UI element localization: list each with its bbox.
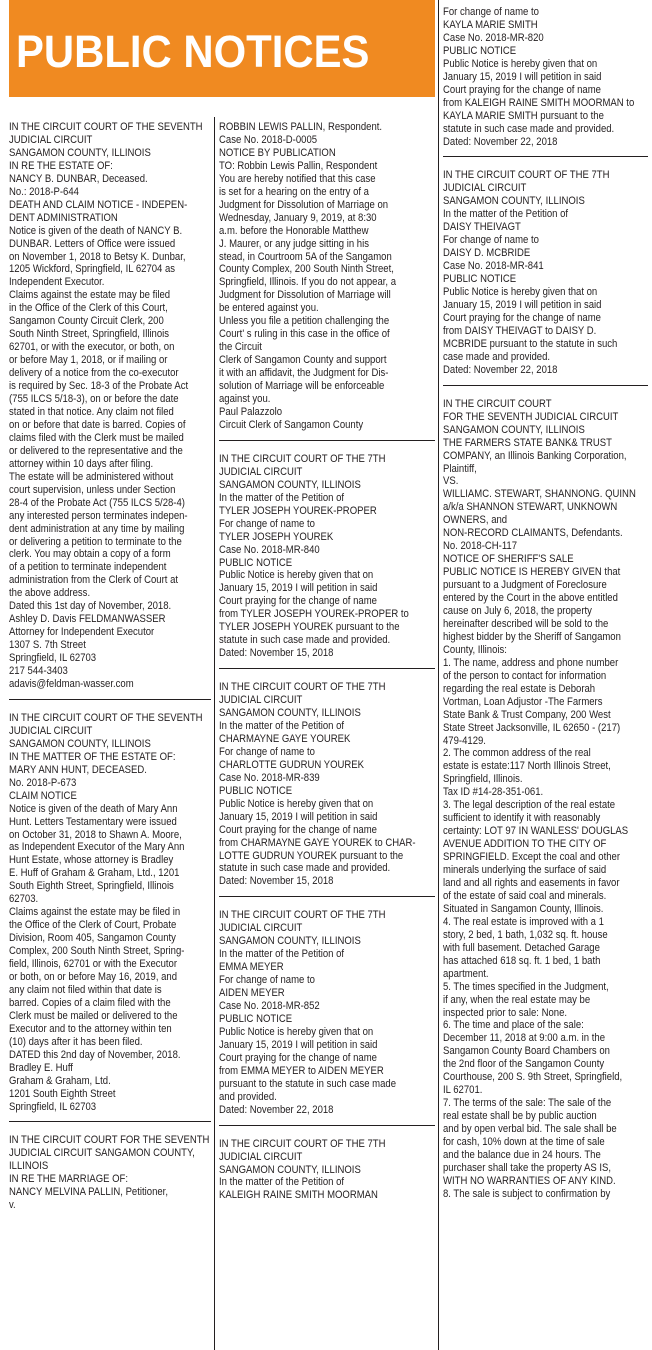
notice-line: Plaintiff, [443, 462, 477, 475]
notice-line: For change of name to [219, 974, 315, 987]
notice-line: regarding the real estate is Deborah [443, 682, 596, 695]
notice-line: of a petition to terminate independent [9, 561, 167, 574]
notice-line: Springfield, Illinois. If you do not appear, a [219, 276, 397, 289]
notice-line: NANCY B. DUNBAR, Deceased. [9, 172, 148, 185]
notice-line: Court praying for the change of name [219, 595, 377, 608]
notice-line: PUBLIC NOTICE [443, 44, 517, 57]
notice-line: for cash, 10% down at the time of sale [443, 1136, 605, 1149]
notice-line: PUBLIC NOTICE [443, 273, 517, 286]
notice-line: JUDICIAL CIRCUIT SANGAMON COUNTY, [9, 1147, 195, 1160]
notice-line: In the matter of the Petition of [443, 208, 569, 221]
notice [219, 121, 435, 432]
notice-line: Clerk must be mailed or delivered to the [9, 1009, 178, 1022]
notice-line: No. 2018-P-673 [9, 776, 77, 789]
notice-line: barred. Copies of a claim filed with the [9, 996, 171, 1009]
notice-line: JUDICIAL CIRCUIT [219, 922, 303, 935]
notice-line: 3. The legal description of the real estate [443, 799, 616, 812]
notice-line: DEATH AND CLAIM NOTICE - INDEPEN- [9, 198, 188, 211]
notice-line: 1201 South Eighth Street [9, 1087, 116, 1100]
notice-line: KAYLA MARIE SMITH [443, 18, 538, 31]
notice-line: DATED this 2nd day of November, 2018. [9, 1048, 181, 1061]
notice-line: 2. The common address of the real [443, 747, 591, 760]
notice-line: The estate will be administered without [9, 470, 174, 483]
notice-line: inspected prior to sale: None. [443, 1006, 568, 1019]
notice-line: Judgment for Dissolution of Marriage will [219, 289, 391, 302]
notice-line: PUBLIC NOTICE [219, 556, 293, 569]
notice-line: Wednesday, January 9, 2019, at 8:30 [219, 211, 377, 224]
notice-line: In the matter of the Petition of [219, 719, 345, 732]
notice-line: Case No. 2018-MR-841 [443, 260, 544, 273]
notice-line: from CHARMAYNE GAYE YOUREK to CHAR- [219, 836, 416, 849]
notice-line: JUDICIAL CIRCUIT [219, 465, 303, 478]
notice-line: January 15, 2019 I will petition in said [219, 1038, 378, 1051]
notice-line: For change of name to [219, 745, 315, 758]
notice-line: PUBLIC NOTICE [219, 784, 293, 797]
notice-line: 28-4 of the Probate Act (755 ILCS 5/28-4) [9, 496, 185, 509]
notice-line: Executor and to the attorney within ten [9, 1022, 172, 1035]
notice-line: Dated: November 22, 2018 [219, 1103, 334, 1116]
notice-line: Tax ID #14-28-351-061. [443, 786, 544, 799]
notice-line: court supervision, unless under Section [9, 483, 176, 496]
notice-line: Springfield, IL 62703 [9, 1100, 97, 1113]
notice-line: Notice is given of the death of Mary Ann [9, 802, 178, 815]
header-banner [9, 0, 435, 97]
notice-line: DENT ADMINISTRATION [9, 211, 118, 224]
column-3 [443, 6, 648, 1201]
notice-line: on or before that date is barred. Copies of [9, 418, 186, 431]
notice-line: Court' s ruling in this case in the office of [219, 328, 390, 341]
notice-line: pursuant to the statute in such case made [219, 1077, 397, 1090]
notice-line: 8. The sale is subject to confirmation by [443, 1187, 611, 1200]
notice-line: or both, on or before May 16, 2019, and [9, 971, 178, 983]
notice-line: E. Huff of Graham & Graham, Ltd., 1201 [9, 867, 180, 880]
notice-line: the Circuit [219, 341, 262, 354]
notice-line: real estate shall be by public auction [443, 1110, 597, 1123]
notice-line: SANGAMON COUNTY, ILLINOIS [443, 195, 585, 208]
notice-line: the 2nd floor of the Sangamon County [443, 1058, 605, 1071]
notice-line: KAYLA MARIE SMITH pursuant to the [443, 109, 604, 122]
notice-line: LOTTE GUDRUN YOUREK pursuant to the [219, 849, 404, 862]
notice-separator [219, 440, 435, 441]
notice-line: the above address. [9, 587, 91, 600]
notice-line: PUBLIC NOTICE [219, 1013, 293, 1025]
notice-line: stated in that notice. Any claim not filed [9, 405, 174, 418]
notice-line: with full basement. Detached Garage [443, 941, 600, 954]
notice-line: PUBLIC NOTICE IS HEREBY GIVEN that [443, 566, 621, 579]
notice-line: any claim not filed within that date is [9, 983, 162, 996]
notice-line: Unless you file a petition challenging the [219, 315, 390, 328]
notice-line: IN RE THE MARRIAGE OF: [9, 1173, 129, 1186]
notice [9, 712, 211, 1114]
notice-line: Graham & Graham, Ltd. [9, 1074, 111, 1087]
notice-line: JUDICIAL CIRCUIT [9, 724, 93, 737]
notice-line: NON-RECORD CLAIMANTS, Defendants. [443, 527, 623, 540]
notice-line: solution of Marriage will be enforceable [219, 380, 385, 393]
notice-line: administration from the Clerk of Court at [9, 574, 179, 587]
notice-line: cause on July 6, 2018, the property [443, 604, 592, 617]
notice-line: Judgment for Dissolution of Marriage on [219, 198, 389, 211]
notice-line: is required by Sec. 18-3 of the Probate Act [9, 380, 189, 393]
notice-line: THE FARMERS STATE BANK& TRUST [443, 436, 613, 449]
notice-line: from KALEIGH RAINE SMITH MOORMAN to [443, 96, 635, 109]
notice-line: OWNERS, and [443, 514, 508, 527]
notice-line: South Eighth Street, Springfield, Illinois [9, 880, 174, 893]
notice-line: it with an affidavit, the Judgment for Dis- [219, 367, 389, 380]
notice-line: Sangamon County Board Chambers on [443, 1045, 610, 1058]
notice-line: NOTICE OF SHERIFF'S SALE [443, 553, 574, 566]
notice-line: ILLINOIS [9, 1160, 49, 1173]
notice-line: 4. The real estate is improved with a 1 [443, 915, 604, 928]
notice-line: December 11, 2018 at 9:00 a.m. in the [443, 1032, 606, 1045]
notice-line: COMPANY, an Illinois Banking Corporation, [443, 449, 627, 462]
notice-line: SPRINGFIELD. Except the coal and other [443, 851, 621, 864]
notice-line: IL 62701. [443, 1084, 483, 1097]
notice-line: IN THE CIRCUIT COURT OF THE SEVENTH [9, 711, 203, 724]
notice-line: J. Maurer, or any judge sitting in his [219, 237, 369, 250]
notice-line: JUDICIAL CIRCUIT [219, 694, 303, 707]
notice-line: SANGAMON COUNTY, ILLINOIS [219, 1163, 361, 1176]
column-2 [219, 121, 435, 1202]
notice-line: SANGAMON COUNTY, ILLINOIS [9, 737, 151, 750]
notice-line: Claims against the estate may be filed [9, 289, 171, 302]
notice-line: Public Notice is hereby given that on [219, 1025, 374, 1038]
notice-line: statute in such case made and provided. [443, 122, 615, 135]
notice-line: Dated: November 15, 2018 [219, 875, 334, 888]
notice-line: of the estate of said coal and minerals. [443, 889, 607, 902]
notice-line: SANGAMON COUNTY, ILLINOIS [443, 423, 585, 436]
notice-line: 62703. [9, 893, 39, 906]
notice-line: County, Illinois: [443, 643, 507, 656]
notice-line: In the matter of the Petition of [219, 1176, 345, 1189]
notice-line: IN THE CIRCUIT COURT OF THE 7TH [443, 169, 610, 182]
notice-line: Paul Palazzolo [219, 405, 283, 418]
notice [443, 398, 648, 1201]
notice [219, 453, 435, 660]
notice-line: State Street Jacksonville, IL 62650 - (217) [443, 721, 621, 734]
notice-line: stead, in Courtroom 5A of the Sangamon [219, 250, 392, 263]
notice-line: JUDICIAL CIRCUIT [443, 182, 527, 195]
notice-line: MCBRIDE pursuant to the statute in such [443, 337, 618, 350]
notice-line: Clerk of Sangamon County and support [219, 354, 387, 367]
notice-line: dent administration at any time by mailing [9, 522, 185, 535]
notice-line: SANGAMON COUNTY, ILLINOIS [219, 707, 361, 720]
notice-line: claims filed with the Clerk must be mailed [9, 431, 184, 444]
notice-line: You are hereby notified that this case [219, 172, 376, 185]
notice-line: IN THE CIRCUIT COURT OF THE 7TH [219, 681, 386, 694]
notice-line: Hunt. Letters Testamentary were issued [9, 815, 177, 828]
notice-line: January 15, 2019 I will petition in said [219, 810, 378, 823]
notice-line: story, 2 bed, 1 bath, 1,032 sq. ft. house [443, 928, 608, 941]
notice-line: Court praying for the change of name [443, 311, 601, 324]
notice-line: NANCY MELVINA PALLIN, Petitioner, [9, 1186, 168, 1199]
notice-line: pursuant to a Judgment of Foreclosure [443, 579, 607, 592]
notice-line: KALEIGH RAINE SMITH MOORMAN [219, 1189, 378, 1202]
notice-line: apartment. [443, 967, 489, 980]
notice-line: State Bank & Trust Company, 200 West [443, 708, 611, 721]
notice-line: For change of name to [443, 234, 539, 247]
notice-line: 1205 Wickford, Springfield, IL 62704 as [9, 263, 176, 276]
notice-line: In the matter of the Petition of [219, 491, 345, 504]
notice-line: County Complex, 200 South Ninth Street, [219, 263, 394, 276]
notice-line: of the person to contact for information [443, 669, 607, 682]
notice-line: Attorney for Independent Executor [9, 626, 155, 639]
notice-line: on November 1, 2018 to Betsy K. Dunbar, [9, 250, 186, 263]
notice-line: 479-4129. [443, 734, 486, 747]
notice-line: CHARMAYNE GAYE YOUREK [219, 732, 351, 745]
notice-line: Public Notice is hereby given that on [443, 57, 598, 70]
notice-line: IN THE CIRCUIT COURT OF THE SEVENTH [9, 121, 203, 133]
notice-line: Bradley E. Huff [9, 1061, 73, 1074]
column-divider [214, 117, 215, 1350]
notice-line: 1. The name, address and phone number [443, 656, 619, 669]
notice-line: Independent Executor. [9, 276, 105, 289]
notice-line: SANGAMON COUNTY, ILLINOIS [9, 146, 151, 159]
notice-line: estate is estate:117 North Illinois Street, [443, 760, 611, 773]
notice-line: TO: Robbin Lewis Pallin, Respondent [219, 159, 378, 172]
notice-line: statute in such case made and provided. [219, 634, 391, 647]
notice-line: or delivering a petition to terminate to the [9, 535, 182, 548]
notice-line: Hunt Estate, whose attorney is Bradley [9, 854, 174, 867]
notice-line: No.: 2018-P-644 [9, 185, 79, 198]
notice-line: and provided. [219, 1090, 277, 1103]
notice-line: CHARLOTTE GUDRUN YOUREK [219, 758, 364, 771]
notice-line: Notice is given of the death of NANCY B. [9, 224, 183, 237]
notice-line: a.m. before the Honorable Matthew [219, 224, 369, 237]
column-divider [438, 0, 439, 1350]
notice-line: IN THE CIRCUIT COURT [443, 397, 552, 410]
notice-line: DAISY D. MCBRIDE [443, 247, 531, 260]
notice-line: Claims against the estate may be filed in [9, 906, 181, 919]
notice-line: 62701, or with the executor, or both, on [9, 341, 175, 354]
notice-line: VS. [443, 475, 459, 488]
notice-line: adavis@feldman-wasser.com [9, 677, 134, 690]
notice-line: Public Notice is hereby given that on [219, 569, 374, 582]
notice-line: Dated this 1st day of November, 2018. [9, 600, 172, 613]
notice-line: sufficient to identify it with reasonably [443, 812, 601, 825]
notice-line: case made and provided. [443, 350, 551, 363]
notice-line: MARY ANN HUNT, DECEASED. [9, 763, 147, 776]
notice [443, 169, 648, 376]
notice-line: the Office of the Clerk of Court, Probate [9, 919, 177, 932]
notice-separator [219, 896, 435, 897]
notice-line: be entered against you. [219, 302, 319, 315]
notice [219, 909, 435, 1116]
notice-line: 7. The terms of the sale: The sale of the [443, 1097, 612, 1110]
notice-line: hereinafter described will be sold to the [443, 617, 609, 630]
notice-line: from EMMA MEYER to AIDEN MEYER [219, 1064, 384, 1077]
notice-line: delivery of a notice from the co-executor [9, 367, 179, 380]
notice-line: field, Illinois, 62701 or with the Executor [9, 958, 178, 971]
notice-line: has attached 618 sq. ft. 1 bed, 1 bath [443, 954, 601, 967]
notice-line: Situated in Sangamon County, Illinois. [443, 902, 604, 915]
notice-line: as Independent Executor of the Mary Ann [9, 841, 185, 854]
notice-line: Court praying for the change of name [443, 83, 601, 96]
notice-line: Case No. 2018-MR-852 [219, 1000, 320, 1013]
notice-line: a/k/a SHANNON STEWART, UNKNOWN [443, 501, 618, 514]
notice-line: (755 ILCS 5/18-3), on or before the date [9, 393, 179, 406]
notice-separator [443, 385, 648, 386]
notice-line: IN THE CIRCUIT COURT OF THE 7TH [219, 1137, 386, 1150]
notice-line: TYLER JOSEPH YOUREK pursuant to the [219, 621, 400, 634]
notice-line: or delivered to the representative and the [9, 444, 183, 457]
page-title: PUBLIC NOTICES [16, 26, 370, 77]
notice-line: highest bidder by the Sheriff of Sangamon [443, 630, 621, 643]
notice-line: Sangamon County Circuit Clerk, 200 [9, 315, 164, 328]
notice-line: AVENUE ADDITION TO THE CITY OF [443, 838, 607, 851]
notice-line: and the balance due in 24 hours. The [443, 1149, 601, 1162]
notice-line: Ashley D. Davis FELDMANWASSER [9, 613, 166, 626]
notice-line: FOR THE SEVENTH JUDICIAL CIRCUIT [443, 410, 619, 423]
notice-separator [443, 156, 648, 157]
notice-line: or before May 1, 2018, or if mailing or [9, 354, 168, 367]
notice-line: on October 31, 2018 to Shawn A. Moore, [9, 828, 182, 841]
notice-line: certainty: LOT 97 IN WANLESS' DOUGLAS [443, 825, 629, 838]
notice-line: Case No. 2018-MR-840 [219, 543, 320, 556]
notice-line: from DAISY THEIVAGT to DAISY D. [443, 324, 597, 337]
notice-line: CLAIM NOTICE [9, 789, 77, 802]
notice-line: WILLIAMC. STEWART, SHANNONG. QUINN [443, 488, 636, 501]
notice-line: Dated: November 15, 2018 [219, 647, 334, 660]
notice-line: JUDICIAL CIRCUIT [219, 1150, 303, 1163]
notice-line: Springfield, IL 62703 [9, 652, 97, 665]
notice-line: Dated: November 22, 2018 [443, 135, 558, 148]
notice-line: EMMA MEYER [219, 961, 284, 974]
notice-line: NOTICE BY PUBLICATION [219, 146, 336, 159]
notice-line: SANGAMON COUNTY, ILLINOIS [219, 935, 361, 948]
notice-line: JUDICIAL CIRCUIT [9, 133, 93, 146]
notice-line: 6. The time and place of the sale: [443, 1019, 584, 1032]
column-1 [9, 121, 211, 1212]
notice-line: South Ninth Street, Springfield, Illinois [9, 328, 170, 341]
notice-line: Public Notice is hereby given that on [443, 286, 598, 299]
notice-line: Circuit Clerk of Sangamon County [219, 418, 364, 431]
notice-line: For change of name to [443, 6, 539, 18]
notice-line: entered by the Court in the above entitled [443, 592, 618, 605]
notice-line: against you. [219, 393, 271, 406]
notice-line: and by open verbal bid. The sale shall be [443, 1123, 617, 1136]
notice-separator [9, 1121, 211, 1122]
notice-line: Springfield, Illinois. [443, 773, 523, 786]
notice [443, 6, 648, 148]
notice-line: from TYLER JOSEPH YOUREK-PROPER to [219, 608, 409, 621]
notice-line: if any, when the real estate may be [443, 993, 591, 1006]
notice-line: January 15, 2019 I will petition in said [219, 582, 378, 595]
notice [9, 1134, 211, 1212]
notice-line: WITH NO WARRANTIES OF ANY KIND. [443, 1174, 616, 1187]
notice-line: 217 544-3403 [9, 665, 68, 678]
notice-line: January 15, 2019 I will petition in said [443, 299, 602, 312]
notice-line: statute in such case made and provided. [219, 862, 391, 875]
notice-line: 5. The times specified in the Judgment, [443, 980, 609, 993]
notice-separator [219, 1125, 435, 1126]
notice-line: in the Office of the Clerk of this Court, [9, 302, 168, 315]
notice [9, 121, 211, 691]
notice-line: In the matter of the Petition of [219, 948, 345, 961]
notice-line: DAISY THEIVAGT [443, 221, 521, 234]
notice-line: Case No. 2018-MR-839 [219, 771, 320, 784]
notice-line: Division, Room 405, Sangamon County [9, 932, 176, 945]
notice-line: v. [9, 1199, 16, 1212]
notice-line: January 15, 2019 I will petition in said [443, 70, 602, 83]
notice-line: Case No. 2018-MR-820 [443, 31, 544, 44]
notice-line: IN THE CIRCUIT COURT FOR THE SEVENTH [9, 1134, 210, 1147]
notice-line: TYLER JOSEPH YOUREK-PROPER [219, 504, 377, 517]
notice-line: clerk. You may obtain a copy of a form [9, 548, 171, 561]
notice-line: IN THE CIRCUIT COURT OF THE 7TH [219, 909, 386, 922]
notice-line: DUNBAR. Letters of Office were issued [9, 237, 176, 250]
notice-line: is set for a hearing on the entry of a [219, 185, 369, 198]
notice [219, 1138, 435, 1203]
notice-line: Public Notice is hereby given that on [219, 797, 374, 810]
notice-line: 1307 S. 7th Street [9, 639, 86, 652]
notice-line: IN RE THE ESTATE OF: [9, 159, 113, 172]
notice-line: (10) days after it has been filed. [9, 1035, 143, 1048]
notice-line: Case No. 2018-D-0005 [219, 133, 318, 146]
notice-line: ROBBIN LEWIS PALLIN, Respondent. [219, 121, 383, 133]
notice-line: IN THE CIRCUIT COURT OF THE 7TH [219, 452, 386, 465]
notice-line: Court praying for the change of name [219, 823, 377, 836]
notice-line: Vortman, Loan Adjustor -The Farmers [443, 695, 603, 708]
notice-line: Dated: November 22, 2018 [443, 363, 558, 376]
notice-line: Complex, 200 South Ninth Street, Spring- [9, 945, 185, 958]
notice-line: AIDEN MEYER [219, 987, 285, 1000]
notice-line: Court praying for the change of name [219, 1051, 377, 1064]
notice-separator [9, 699, 211, 700]
notice-line: TYLER JOSEPH YOUREK [219, 530, 334, 543]
notice-line: No. 2018-CH-117 [443, 540, 518, 553]
notice-line: For change of name to [219, 517, 315, 530]
notice-line: SANGAMON COUNTY, ILLINOIS [219, 478, 361, 491]
notice-separator [219, 668, 435, 669]
notice-line: minerals underlying the surface of said [443, 864, 607, 877]
notice-line: Courthouse, 200 S. 9th Street, Springfield, [443, 1071, 623, 1084]
notice-line: purchaser shall take the property AS IS, [443, 1161, 612, 1174]
notice-line: attorney within 10 days after filing. [9, 457, 154, 470]
notice-line: land and all rights and easements in favor [443, 877, 620, 889]
notice-line: IN THE MATTER OF THE ESTATE OF: [9, 750, 176, 763]
notice-line: any interested person terminates indepen- [9, 509, 188, 522]
notice [219, 681, 435, 888]
